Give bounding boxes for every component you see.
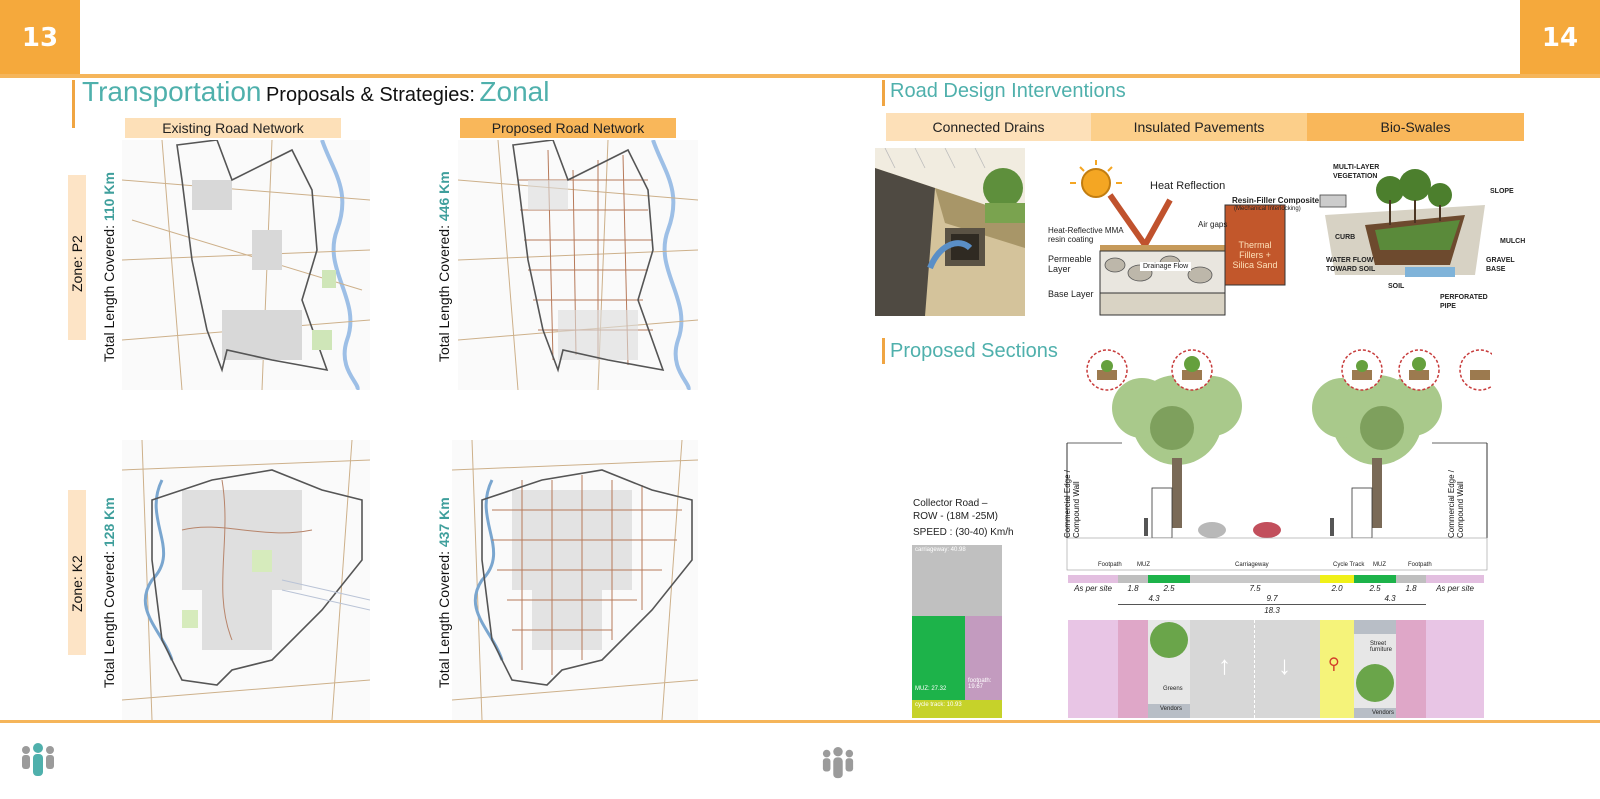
air-gaps-label: Air gaps: [1198, 220, 1228, 229]
section-color-strip: [1068, 575, 1484, 583]
page-number-right: 14: [1520, 0, 1600, 76]
tab-bio-swales: Bio-Swales: [1307, 113, 1524, 141]
composite-sub-label: (Mechanical Interlocking): [1234, 206, 1301, 212]
plan-greens-label: Greens: [1163, 686, 1183, 692]
swale-water-label: WATER FLOW TOWARD SOIL: [1326, 257, 1376, 273]
road-speed-label: SPEED : (30-40) Km/h: [913, 527, 1014, 538]
dim-site-left: As per site: [1074, 584, 1112, 593]
road-type-label: Collector Road –: [913, 498, 988, 509]
zone-footpath-left: Footpath: [1098, 562, 1122, 568]
p2-proposed-length: Total Length Covered: 446 Km: [436, 171, 452, 362]
tab-connected-drains: Connected Drains: [886, 113, 1091, 141]
treemap-cycle-track: cycle track: 10.93: [912, 700, 1002, 718]
plan-street-furniture: Street furniture: [1370, 641, 1393, 653]
people-icon-right: [818, 746, 858, 780]
drainage-flow-label: Drainage Flow: [1140, 262, 1191, 271]
plan-vendors-left: Vendors: [1160, 706, 1183, 712]
road-design-title: Road Design Interventions: [890, 80, 1126, 102]
dim-footpath-right: 1.8: [1405, 584, 1417, 593]
dim-muz-right: 2.5: [1369, 584, 1381, 593]
swale-slope-label: SLOPE: [1490, 188, 1514, 195]
zone-muz-right: MUZ: [1373, 562, 1386, 568]
base-layer-label: Base Layer: [1048, 289, 1094, 299]
street-section-elevation: [1062, 348, 1492, 580]
swale-soil-label: SOIL: [1388, 283, 1405, 290]
plan-vendors-right: Vendors: [1372, 710, 1395, 716]
interventions-tabs: [886, 113, 1524, 141]
page-title: Transportation Proposals & Strategies: Zonal: [82, 76, 550, 107]
swale-curb-label: CURB: [1335, 234, 1356, 241]
k2-existing-length: Total Length Covered: 128 Km: [101, 497, 117, 688]
dim-total: 18.3: [1264, 606, 1280, 615]
zone-k2-label: Zone: K2: [69, 555, 85, 612]
proposed-network-label: Proposed Road Network: [460, 118, 676, 138]
p2-existing-map: [122, 140, 370, 390]
dim-group-left: 4.3: [1148, 594, 1160, 603]
heat-reflection-label: Heat Reflection: [1150, 180, 1226, 192]
people-icon-left: [18, 742, 58, 778]
treemap-footpath: footpath: 19.67: [965, 616, 1002, 700]
dim-site-right: As per site: [1436, 584, 1474, 593]
lane-share-treemap: [912, 545, 1002, 718]
k2-existing-map: [122, 440, 370, 720]
dim-carriageway: 7.5: [1249, 584, 1261, 593]
thermal-fillers-label: Thermal Fillers + Silica Sand: [1232, 240, 1278, 270]
zone-cycle-track: Cycle Track: [1333, 562, 1365, 568]
bottom-rule: [0, 720, 1600, 723]
swale-pipe-label: PERFORATED PIPE: [1440, 294, 1488, 310]
p2-proposed-map: [458, 140, 698, 390]
permeable-layer-label: Permeable Layer: [1048, 254, 1092, 274]
existing-network-label: Existing Road Network: [125, 118, 341, 138]
treemap-carriageway: carriageway: 40.98: [912, 545, 1002, 616]
swale-mulch-label: MULCH: [1500, 238, 1526, 245]
edge-label-right: Commercial Edge / Compound Wall: [1447, 469, 1465, 538]
page-number-left: 13: [0, 0, 80, 76]
edge-label-left: Commercial Edge / Compound Wall: [1063, 469, 1081, 538]
proposed-sections-title: Proposed Sections: [890, 340, 1058, 362]
dim-cycle-track: 2.0: [1331, 584, 1343, 593]
treemap-muz: MUZ: 27.32: [912, 616, 965, 700]
coating-label: Heat-Reflective MMA resin coating: [1048, 226, 1124, 244]
dim-muz-left: 2.5: [1163, 584, 1175, 593]
k2-proposed-length: Total Length Covered: 437 Km: [436, 497, 452, 688]
zone-p2-label: Zone: P2: [69, 235, 85, 292]
zone-carriageway: Carriageway: [1235, 562, 1269, 568]
dim-footpath-left: 1.8: [1127, 584, 1139, 593]
total-dim-line: [1118, 604, 1426, 605]
composite-label: Resin-Filler Composite: [1232, 196, 1320, 205]
k2-proposed-map: [452, 440, 698, 720]
connected-drain-illustration: [875, 148, 1025, 316]
zone-muz-left: MUZ: [1137, 562, 1150, 568]
swale-vegetation-label: MULTI-LAYER VEGETATION: [1333, 164, 1380, 180]
dim-group-middle: 9.7: [1266, 594, 1278, 603]
sections-title-accent: [882, 338, 885, 364]
dim-group-right: 4.3: [1384, 594, 1396, 603]
swale-gravel-label: GRAVEL BASE: [1486, 257, 1515, 273]
p2-existing-length: Total Length Covered: 110 Km: [101, 172, 117, 362]
title-accent-bar: [72, 80, 75, 128]
road-row-label: ROW - (18M -25M): [913, 511, 998, 522]
road-title-accent: [882, 80, 885, 106]
zone-footpath-right: Footpath: [1408, 562, 1432, 568]
section-plan-view: ↑ ↓ ⚲: [1068, 620, 1484, 718]
tab-insulated-pavements: Insulated Pavements: [1091, 113, 1307, 141]
